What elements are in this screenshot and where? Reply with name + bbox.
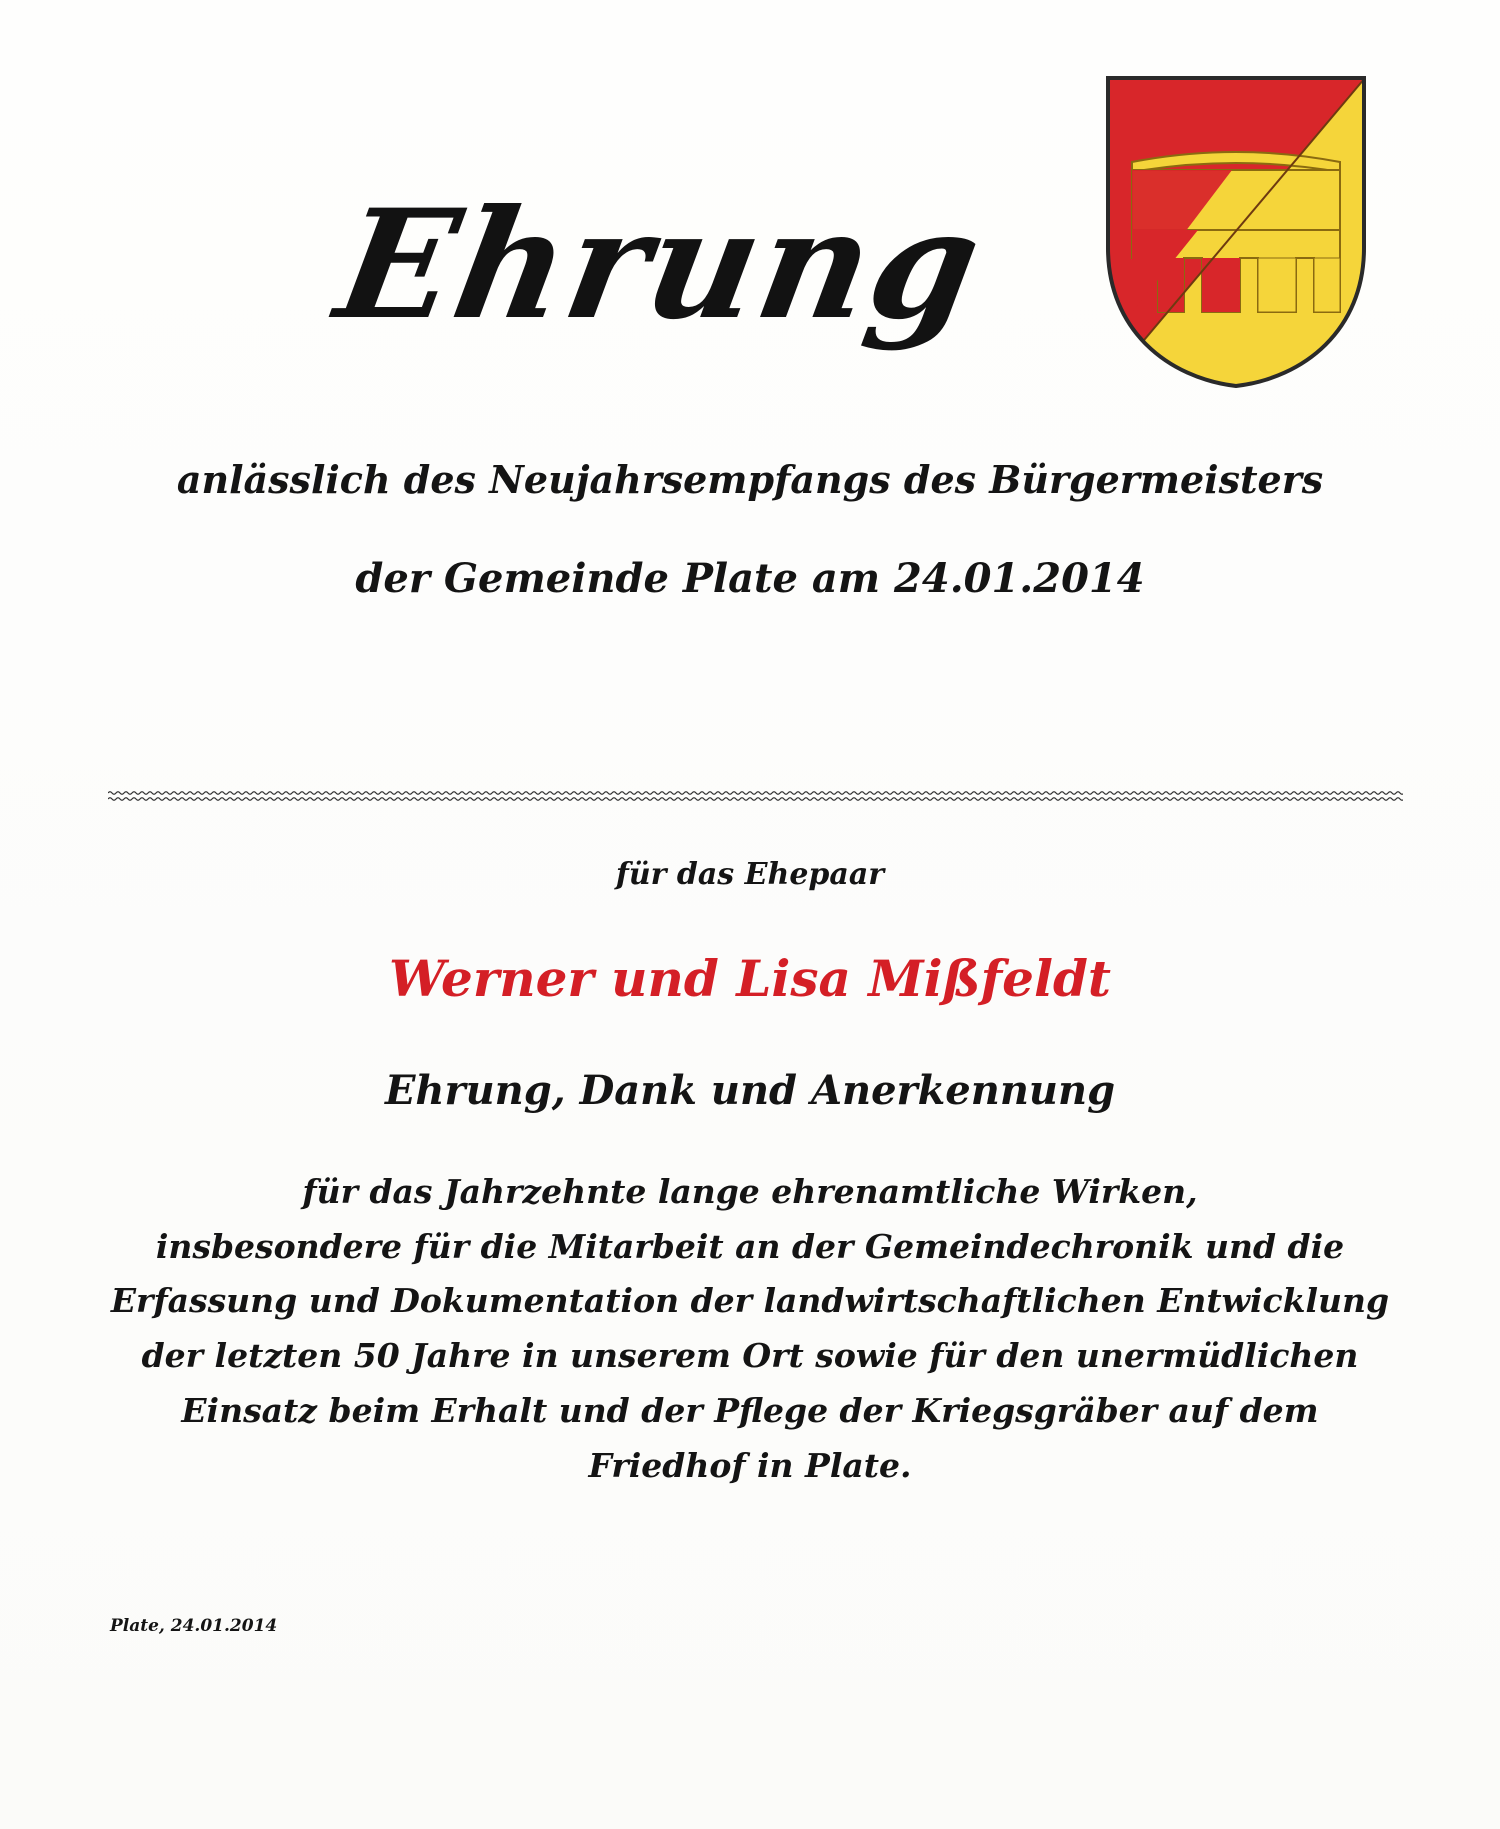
- certificate-title: Ehrung: [325, 177, 995, 353]
- for-couple-label: für das Ehepaar: [615, 857, 885, 892]
- body-line: der letzten 50 Jahre in unserem Ort sowie für den unermüdlichen: [141, 1336, 1359, 1375]
- body-line: Friedhof in Plate.: [588, 1446, 912, 1485]
- occasion-line-1: anlässlich des Neujahrsempfangs des Bürgermeisters: [176, 457, 1324, 502]
- wavy-divider: [108, 788, 1403, 804]
- body-line: Einsatz beim Erhalt und der Pflege der Kriegsgräber auf dem: [181, 1391, 1319, 1430]
- body-line: insbesondere für die Mitarbeit an der Gemeindechronik und die: [155, 1227, 1345, 1266]
- body-line: für das Jahrzehnte lange ehrenamtliche Wirken,: [302, 1172, 1198, 1211]
- coat-of-arms-icon: [1102, 72, 1370, 390]
- honor-heading: Ehrung, Dank und Anerkennung: [384, 1067, 1116, 1114]
- honoree-names: Werner und Lisa Mißfeldt: [388, 949, 1112, 1008]
- body-line: Erfassung und Dokumentation der landwirtschaftlichen Entwicklung: [110, 1281, 1390, 1320]
- occasion-line-2: der Gemeinde Plate am 24.01.2014: [355, 555, 1145, 602]
- place-and-date: Plate, 24.01.2014: [110, 1616, 278, 1636]
